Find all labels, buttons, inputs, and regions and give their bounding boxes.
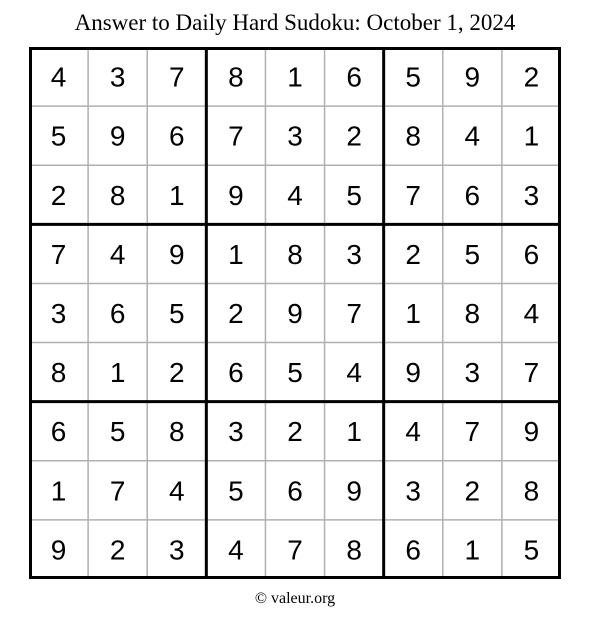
- sudoku-cell-r9c9: 5: [523, 534, 540, 566]
- sudoku-cell-r6c1: 8: [50, 357, 67, 389]
- sudoku-cell-r4c6: 3: [346, 238, 362, 270]
- sudoku-cell-r3c8: 6: [464, 179, 481, 211]
- sudoku-cell-r5c4: 2: [228, 298, 244, 329]
- sudoku-cell-r9c5: 7: [287, 534, 303, 566]
- sudoku-cell-r4c3: 9: [168, 238, 185, 270]
- sudoku-cell-r5c6: 7: [346, 298, 362, 329]
- sudoku-cell-r1c8: 9: [464, 61, 481, 93]
- sudoku-cell-r6c9: 7: [523, 357, 540, 389]
- sudoku-grid: [29, 47, 561, 579]
- sudoku-cell-r7c1: 6: [50, 416, 67, 448]
- sudoku-cell-r1c1: 4: [50, 61, 67, 93]
- sudoku-cell-r4c1: 7: [50, 238, 67, 270]
- sudoku-cell-r3c3: 1: [168, 179, 185, 211]
- sudoku-board: [29, 47, 561, 579]
- sudoku-cell-r5c9: 4: [523, 298, 540, 329]
- sudoku-cell-r1c9: 2: [523, 61, 540, 93]
- sudoku-cell-r8c7: 3: [405, 475, 422, 507]
- sudoku-cell-r1c3: 7: [168, 61, 185, 93]
- sudoku-cell-r3c6: 5: [346, 179, 362, 211]
- sudoku-cell-r6c6: 4: [346, 357, 362, 389]
- copyright-footer: © valeur.org: [254, 590, 336, 607]
- sudoku-cell-r4c9: 6: [523, 238, 540, 270]
- sudoku-cell-r9c4: 4: [228, 534, 244, 566]
- sudoku-cell-r1c4: 8: [228, 61, 244, 93]
- sudoku-cell-r3c7: 7: [405, 179, 422, 211]
- sudoku-cell-r4c7: 2: [405, 238, 422, 270]
- sudoku-cell-r3c9: 3: [523, 179, 540, 211]
- sudoku-cell-r3c2: 8: [109, 179, 126, 211]
- sudoku-cell-r8c5: 6: [287, 475, 303, 507]
- sudoku-cell-r2c9: 1: [523, 120, 540, 152]
- sudoku-cell-r5c8: 8: [464, 298, 481, 329]
- sudoku-cell-r2c4: 7: [228, 120, 244, 152]
- sudoku-cell-r6c3: 2: [168, 357, 185, 389]
- sudoku-cell-r2c5: 3: [287, 120, 303, 152]
- sudoku-cell-r2c7: 8: [405, 120, 422, 152]
- sudoku-cell-r8c9: 8: [523, 475, 540, 507]
- sudoku-cell-r4c8: 5: [464, 238, 481, 270]
- sudoku-cell-r9c2: 2: [109, 534, 126, 566]
- sudoku-cell-r3c1: 2: [50, 179, 67, 211]
- sudoku-cell-r7c5: 2: [287, 416, 303, 448]
- sudoku-cell-r8c8: 2: [464, 475, 481, 507]
- sudoku-cell-r9c6: 8: [346, 534, 362, 566]
- sudoku-cell-r2c3: 6: [168, 120, 185, 152]
- sudoku-cell-r7c4: 3: [228, 416, 244, 448]
- sudoku-cell-r7c3: 8: [168, 416, 185, 448]
- sudoku-cell-r5c1: 3: [50, 298, 67, 329]
- sudoku-cell-r4c2: 4: [109, 238, 126, 270]
- sudoku-cell-r5c7: 1: [405, 298, 422, 329]
- sudoku-cell-r6c2: 1: [109, 357, 126, 389]
- sudoku-cell-r8c1: 1: [50, 475, 67, 507]
- sudoku-cell-r9c3: 3: [168, 534, 185, 566]
- sudoku-cell-r9c8: 1: [464, 534, 481, 566]
- sudoku-cell-r1c7: 5: [405, 61, 422, 93]
- sudoku-cell-r6c7: 9: [405, 357, 422, 389]
- sudoku-cell-r6c8: 3: [464, 357, 481, 389]
- sudoku-cell-r7c2: 5: [109, 416, 126, 448]
- page-title: Answer to Daily Hard Sudoku: October 1, 2024: [74, 10, 516, 35]
- sudoku-cell-r6c5: 5: [287, 357, 303, 389]
- sudoku-cell-r1c2: 3: [109, 61, 126, 93]
- sudoku-cell-r9c7: 6: [405, 534, 422, 566]
- sudoku-cell-r8c2: 7: [109, 475, 126, 507]
- sudoku-cell-r9c1: 9: [50, 534, 67, 566]
- sudoku-cell-r7c6: 1: [346, 416, 362, 448]
- sudoku-cell-r2c2: 9: [109, 120, 126, 152]
- sudoku-cell-r8c3: 4: [168, 475, 185, 507]
- sudoku-cell-r3c4: 9: [228, 179, 244, 211]
- sudoku-cell-r5c3: 5: [168, 298, 185, 329]
- sudoku-cell-r7c7: 4: [405, 416, 422, 448]
- sudoku-cell-r1c6: 6: [346, 61, 362, 93]
- sudoku-cell-r1c5: 1: [287, 61, 303, 93]
- sudoku-cell-r2c6: 2: [346, 120, 362, 152]
- sudoku-cell-r7c9: 9: [523, 416, 540, 448]
- sudoku-cell-r2c1: 5: [50, 120, 67, 152]
- sudoku-cell-r8c6: 9: [346, 475, 362, 507]
- sudoku-cell-r4c4: 1: [228, 238, 244, 270]
- sudoku-cell-r5c5: 9: [287, 298, 303, 329]
- sudoku-cell-r7c8: 7: [464, 416, 481, 448]
- sudoku-cell-r6c4: 6: [228, 357, 244, 389]
- sudoku-cell-r8c4: 5: [228, 475, 244, 507]
- sudoku-cell-r3c5: 4: [287, 179, 303, 211]
- sudoku-cell-r2c8: 4: [464, 120, 481, 152]
- sudoku-cell-r4c5: 8: [287, 238, 303, 270]
- sudoku-cell-r5c2: 6: [109, 298, 126, 329]
